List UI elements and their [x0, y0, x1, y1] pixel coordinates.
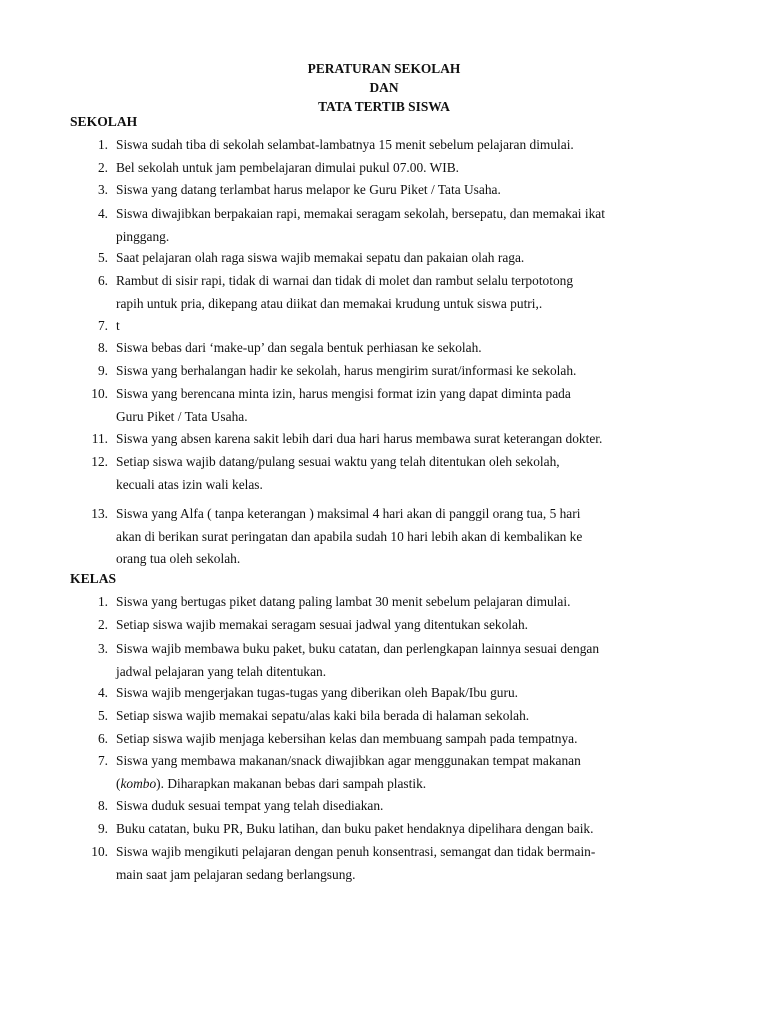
item-number: 3. [97, 182, 108, 197]
kelas-item-9 [84, 818, 696, 841]
item-text: Siswa yang membawa makanan/snack diwajibkan agar menggunakan tempat makanan [116, 753, 581, 768]
sekolah-item-7 [84, 315, 696, 338]
item-text: Siswa diwajibkan berpakaian rapi, memakai seragam sekolah, bersepatu, dan memakai ikat [116, 206, 605, 221]
sekolah-item-3 [84, 179, 696, 202]
item-number: 7. [97, 318, 108, 333]
item-number: 2. [97, 617, 108, 632]
sekolah-item-8 [84, 337, 696, 360]
item-number: 5. [97, 250, 108, 265]
sekolah-item-13 [84, 503, 696, 571]
document-title-line-3: TATA TERTIB SISWA [318, 99, 450, 114]
item-number: 4. [97, 206, 108, 221]
item-number: 12. [91, 454, 108, 469]
paren-open: ( [116, 775, 121, 791]
sekolah-item-12 [84, 451, 696, 496]
kelas-item-10 [84, 841, 696, 886]
item-text: main saat jam pelajaran sedang berlangsung. [116, 866, 356, 882]
sekolah-item-10 [84, 383, 696, 428]
item-text: rapih untuk pria, dikepang atau diikat dan memakai krudung untuk siswa putri,. [116, 295, 543, 311]
item-number: 4. [97, 685, 108, 700]
sekolah-item-5 [84, 247, 696, 270]
kelas-item-4 [84, 682, 696, 705]
italic-word: kombo [120, 775, 157, 791]
item-number: 1. [97, 594, 108, 609]
item-number: 9. [97, 821, 108, 836]
item-text: Siswa yang berhalangan hadir ke sekolah, harus mengirim surat/informasi ke sekolah. [116, 363, 577, 378]
section-heading-sekolah: SEKOLAH [70, 114, 138, 129]
item-text: orang tua oleh sekolah. [116, 551, 241, 566]
item-text: Siswa yang absen karena sakit lebih dari dua hari harus membawa surat keterangan dokter. [116, 431, 603, 446]
item-number: 6. [97, 273, 108, 288]
item-text: kecuali atas izin wali kelas. [116, 476, 263, 492]
item-number: 7. [97, 753, 108, 768]
item-text: Siswa yang datang terlambat harus melapor ke Guru Piket / Tata Usaha. [116, 182, 501, 197]
item-text: Saat pelajaran olah raga siswa wajib memakai sepatu dan pakaian olah raga. [116, 250, 525, 265]
sekolah-item-6 [84, 270, 696, 315]
item-text: Rambut di sisir rapi, tidak di warnai dan tidak di molet dan rambut selalu terpototong [116, 273, 574, 288]
item-text: Setiap siswa wajib memakai sepatu/alas kaki bila berada di halaman sekolah. [116, 708, 530, 723]
sekolah-item-9 [84, 360, 696, 383]
sekolah-item-4 [84, 203, 696, 248]
kelas-item-2 [84, 614, 696, 637]
item-number: 10. [91, 386, 108, 401]
item-text: Setiap siswa wajib memakai seragam sesuai jadwal yang ditentukan sekolah. [116, 617, 529, 632]
text-rest: ). Diharapkan makanan bebas dari sampah plastik. [156, 775, 427, 791]
item-text: Siswa wajib mengerjakan tugas-tugas yang diberikan oleh Bapak/Ibu guru. [116, 685, 518, 700]
section-heading-kelas: KELAS [70, 571, 117, 586]
item-number: 9. [97, 363, 108, 378]
item-text: Setiap siswa wajib menjaga kebersihan kelas dan membuang sampah pada tempatnya. [116, 731, 578, 746]
item-text: Setiap siswa wajib datang/pulang sesuai waktu yang telah ditentukan oleh sekolah, [116, 454, 560, 469]
item-text: Siswa yang bertugas piket datang paling lambat 30 menit sebelum pelajaran dimulai. [116, 594, 571, 609]
item-text: Bel sekolah untuk jam pembelajaran dimulai pukul 07.00. WIB. [116, 160, 460, 175]
kelas-item-7 [84, 750, 696, 795]
item-number: 8. [97, 798, 108, 813]
item-text: t [116, 318, 120, 333]
item-number: 1. [97, 137, 108, 152]
item-text: Siswa duduk sesuai tempat yang telah disediakan. [116, 798, 384, 813]
document-title-line-2: DAN [369, 80, 399, 95]
item-number: 10. [91, 844, 108, 859]
item-number: 2. [97, 160, 108, 175]
item-number: 5. [97, 708, 108, 723]
item-text: Buku catatan, buku PR, Buku latihan, dan buku paket hendaknya dipelihara dengan baik. [116, 821, 594, 836]
item-text: pinggang. [116, 228, 170, 244]
item-text: akan di berikan surat peringatan dan apabila sudah 10 hari lebih akan di kembalikan ke [116, 528, 583, 544]
kelas-item-8 [84, 795, 696, 818]
item-text: Siswa sudah tiba di sekolah selambat-lambatnya 15 menit sebelum pelajaran dimulai. [116, 137, 574, 152]
document-title-line-1: PERATURAN SEKOLAH [307, 61, 461, 76]
item-text: Siswa yang Alfa ( tanpa keterangan ) maksimal 4 hari akan di panggil orang tua, 5 hari [116, 506, 581, 521]
item-text: Siswa wajib mengikuti pelajaran dengan penuh konsentrasi, semangat dan tidak bermain- [116, 844, 596, 859]
item-text-with-italic [116, 773, 696, 796]
kelas-item-6 [84, 728, 696, 751]
item-text: Siswa yang berencana minta izin, harus mengisi format izin yang dapat diminta pada [116, 386, 571, 401]
item-text: Siswa bebas dari ‘make-up’ dan segala bentuk perhiasan ke sekolah. [116, 340, 482, 355]
sekolah-item-11 [84, 428, 696, 451]
item-text: Guru Piket / Tata Usaha. [116, 408, 248, 424]
sekolah-item-1 [84, 134, 696, 157]
sekolah-item-2 [84, 157, 696, 180]
item-number: 13. [91, 506, 108, 521]
item-number: 11. [91, 431, 108, 446]
item-number: 6. [97, 731, 108, 746]
item-text: jadwal pelajaran yang telah ditentukan. [116, 663, 327, 679]
item-text: Siswa wajib membawa buku paket, buku catatan, dan perlengkapan lainnya sesuai dengan [116, 641, 600, 656]
kelas-item-1 [84, 591, 696, 614]
item-number: 3. [97, 641, 108, 656]
kelas-item-3 [84, 638, 696, 683]
kelas-item-5 [84, 705, 696, 728]
item-number: 8. [97, 340, 108, 355]
